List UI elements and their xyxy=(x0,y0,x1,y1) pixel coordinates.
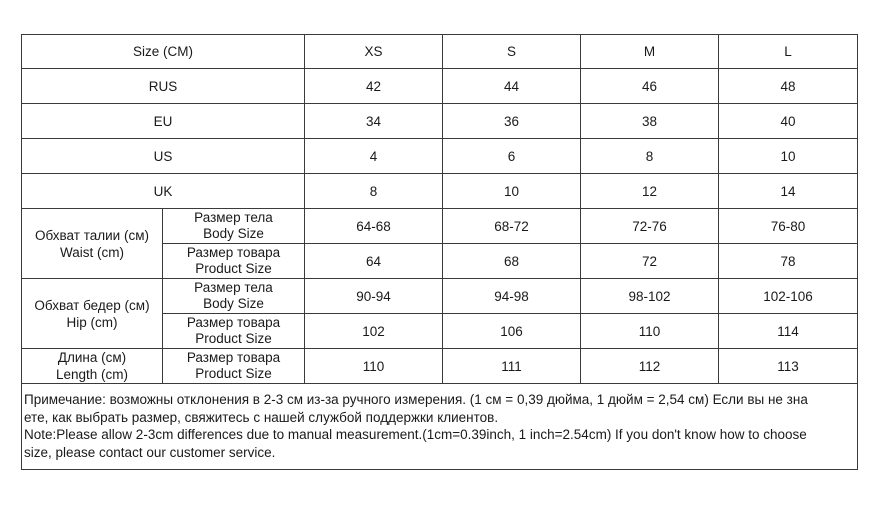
eu-label: EU xyxy=(22,104,305,139)
hip-product-sublabel xyxy=(163,314,305,349)
length-xs: 110 xyxy=(305,349,443,384)
uk-l: 14 xyxy=(719,174,858,209)
size-l-header: L xyxy=(719,35,858,69)
us-label: US xyxy=(22,139,305,174)
length-l: 113 xyxy=(719,349,858,384)
eu-row xyxy=(22,104,858,139)
hip-product-m: 110 xyxy=(581,314,719,349)
waist-body-m: 72-76 xyxy=(581,209,719,244)
length-product-sub-en: Product Size xyxy=(195,366,272,381)
hip-body-row xyxy=(22,279,858,314)
hip-body-l: 102-106 xyxy=(719,279,858,314)
uk-s: 10 xyxy=(443,174,581,209)
waist-product-sub-ru: Размер товара xyxy=(186,245,281,260)
hip-label-en: Hip (cm) xyxy=(66,314,118,330)
uk-xs: 8 xyxy=(305,174,443,209)
size-xs-header: XS xyxy=(305,35,443,69)
waist-product-xs: 64 xyxy=(305,244,443,279)
us-l: 10 xyxy=(719,139,858,174)
length-product-sub-ru: Размер товара xyxy=(186,350,281,365)
note-en-line2: size, please contact our customer service. xyxy=(24,444,276,460)
size-m-header: M xyxy=(581,35,719,69)
hip-body-s: 94-98 xyxy=(443,279,581,314)
hip-product-xs: 102 xyxy=(305,314,443,349)
hip-body-xs: 90-94 xyxy=(305,279,443,314)
rus-label: RUS xyxy=(22,69,305,104)
hip-body-sub-ru: Размер тела xyxy=(194,280,273,295)
measurement-note xyxy=(22,384,858,470)
waist-label xyxy=(22,209,163,279)
waist-body-xs: 64-68 xyxy=(305,209,443,244)
waist-body-s: 68-72 xyxy=(443,209,581,244)
waist-body-row xyxy=(22,209,858,244)
length-label-ru: Длина (см) xyxy=(57,350,127,365)
eu-m: 38 xyxy=(581,104,719,139)
us-row xyxy=(22,139,858,174)
uk-label: UK xyxy=(22,174,305,209)
uk-m: 12 xyxy=(581,174,719,209)
waist-label-ru: Обхват талии (см) xyxy=(35,227,149,243)
hip-body-m: 98-102 xyxy=(581,279,719,314)
size-chart-table xyxy=(21,34,858,470)
uk-row xyxy=(22,174,858,209)
waist-product-m: 72 xyxy=(581,244,719,279)
rus-l: 48 xyxy=(719,69,858,104)
waist-label-en: Waist (cm) xyxy=(60,244,124,260)
hip-body-sub-en: Body Size xyxy=(203,296,264,311)
us-xs: 4 xyxy=(305,139,443,174)
length-m: 112 xyxy=(581,349,719,384)
hip-product-l: 114 xyxy=(719,314,858,349)
rus-xs: 42 xyxy=(305,69,443,104)
length-s: 111 xyxy=(443,349,581,384)
note-ru-line2: ете, как выбрать размер, свяжитесь с нашей службой поддержки клиентов. xyxy=(24,409,499,425)
size-header-label: Size (CM) xyxy=(22,35,305,69)
eu-xs: 34 xyxy=(305,104,443,139)
rus-m: 46 xyxy=(581,69,719,104)
size-s-header: S xyxy=(443,35,581,69)
waist-product-sub-en: Product Size xyxy=(195,261,272,276)
note-ru-line1: Примечание: возможны отклонения в 2-3 см из-за ручного измерения. (1 см = 0,39 дюйма, 1 дюйм = 2,54 см) Если вы не зна xyxy=(24,392,808,407)
length-product-sublabel xyxy=(163,349,305,384)
us-m: 8 xyxy=(581,139,719,174)
us-s: 6 xyxy=(443,139,581,174)
waist-body-l: 76-80 xyxy=(719,209,858,244)
note-en-line1: Note:Please allow 2-3cm differences due to manual measurement.(1cm=0.39inch, 1 inch=2.54cm) If you don't know how to choose xyxy=(24,427,807,442)
waist-product-l: 78 xyxy=(719,244,858,279)
waist-body-sublabel xyxy=(163,209,305,244)
length-label xyxy=(22,349,163,384)
length-row xyxy=(22,349,858,384)
hip-label xyxy=(22,279,163,349)
waist-product-sublabel xyxy=(163,244,305,279)
rus-s: 44 xyxy=(443,69,581,104)
note-row xyxy=(22,384,858,470)
hip-product-sub-ru: Размер товара xyxy=(186,315,281,330)
hip-product-s: 106 xyxy=(443,314,581,349)
eu-s: 36 xyxy=(443,104,581,139)
hip-label-ru: Обхват бедер (см) xyxy=(34,297,150,313)
waist-product-s: 68 xyxy=(443,244,581,279)
rus-row xyxy=(22,69,858,104)
eu-l: 40 xyxy=(719,104,858,139)
waist-body-sub-en: Body Size xyxy=(203,226,264,241)
waist-body-sub-ru: Размер тела xyxy=(194,210,273,225)
hip-product-sub-en: Product Size xyxy=(195,331,272,346)
hip-body-sublabel xyxy=(163,279,305,314)
header-row xyxy=(22,35,858,69)
length-label-en: Length (cm) xyxy=(55,367,129,382)
